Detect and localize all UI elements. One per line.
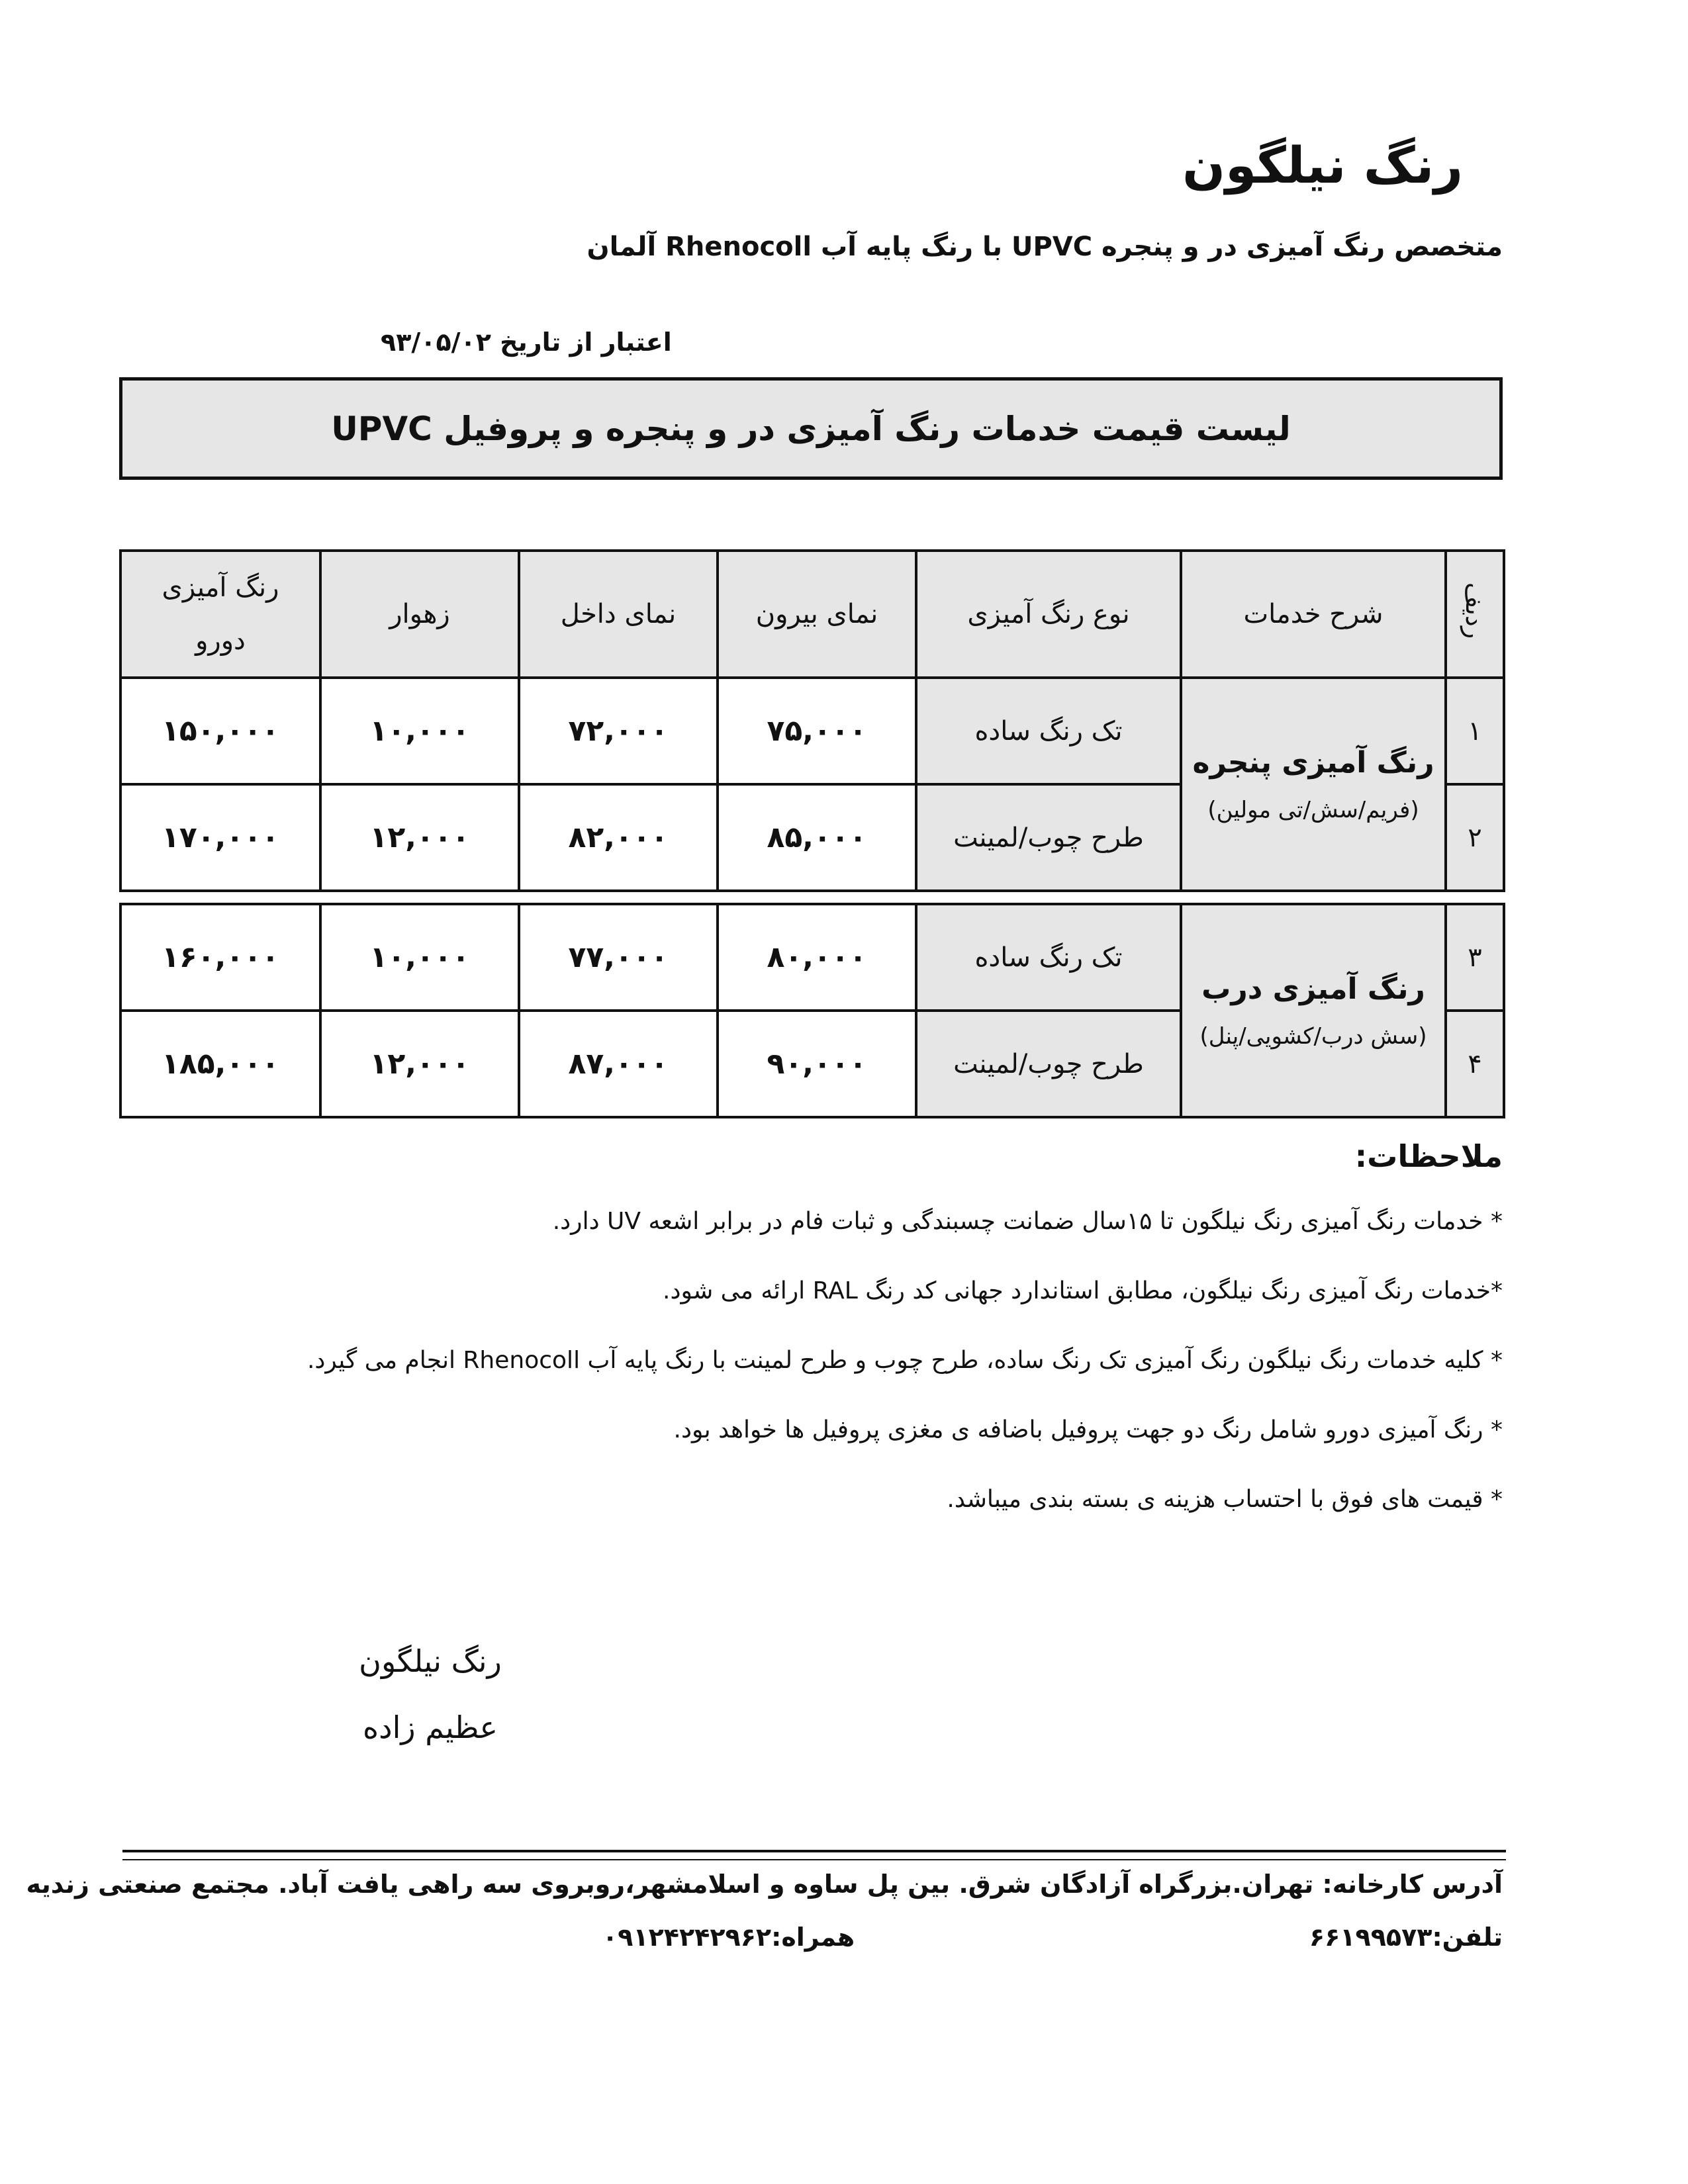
price-table	[119, 549, 1505, 1118]
mobile-number: همراه:۰۹۱۲۴۲۴۲۹۶۲	[602, 1923, 855, 1952]
footer-divider	[122, 1850, 1506, 1852]
price-exterior: ۸۵,۰۰۰	[718, 784, 916, 891]
signature-name: عظیم زاده	[363, 1709, 498, 1745]
price-exterior: ۸۰,۰۰۰	[718, 904, 916, 1011]
price-list-heading-box	[119, 377, 1503, 480]
header-trim: زهوار	[320, 551, 519, 678]
price-list-title: لیست قیمت خدمات رنگ آمیزی در و پنجره و پروفیل UPVC	[331, 409, 1291, 448]
signature-company: رنگ نیلگون	[359, 1643, 502, 1679]
price-double-sided: ۱۸۵,۰۰۰	[120, 1011, 320, 1117]
price-interior: ۸۲,۰۰۰	[519, 784, 718, 891]
price-double-sided: ۱۵۰,۰۰۰	[120, 678, 320, 784]
row-number: ۱	[1446, 678, 1504, 784]
header-paint-type: نوع رنگ آمیزی	[916, 551, 1181, 678]
price-double-sided: ۱۷۰,۰۰۰	[120, 784, 320, 891]
price-exterior: ۷۵,۰۰۰	[718, 678, 916, 784]
phone-number: تلفن:۶۶۱۹۹۵۷۳	[1309, 1923, 1503, 1952]
note-item: * کلیه خدمات رنگ نیلگون رنگ آمیزی تک رنگ ساده، طرح چوب و طرح لمینت با رنگ پایه آب Rhenocoll انجام می گیرد.	[306, 1347, 1503, 1374]
note-item: * قیمت های فوق با احتساب هزینه ی بسته بندی میباشد.	[947, 1486, 1503, 1513]
notes-heading: ملاحظات:	[1354, 1138, 1503, 1174]
note-item: *خدمات رنگ آمیزی رنگ نیلگون، مطابق استاندارد جهانی کد رنگ RAL ارائه می شود.	[663, 1277, 1503, 1304]
note-item: * رنگ آمیزی دورو شامل رنگ دو جهت پروفیل باضافه ی مغزی پروفیل ها خواهد بود.	[673, 1416, 1503, 1443]
row-number: ۴	[1446, 1011, 1504, 1117]
paint-type: طرح چوب/لمینت	[916, 1011, 1181, 1117]
price-double-sided: ۱۶۰,۰۰۰	[120, 904, 320, 1011]
note-item: * خدمات رنگ آمیزی رنگ نیلگون تا ۱۵سال ضمانت چسبندگی و ثبات فام در برابر اشعه UV دارد.	[552, 1208, 1503, 1235]
table-group-gap	[120, 891, 1504, 904]
notes-list	[179, 1208, 1503, 1555]
price-trim: ۱۲,۰۰۰	[320, 784, 519, 891]
price-trim: ۱۰,۰۰۰	[320, 678, 519, 784]
header-service: شرح خدمات	[1181, 551, 1446, 678]
price-trim: ۱۲,۰۰۰	[320, 1011, 519, 1117]
signature-block	[291, 1628, 569, 1760]
table-row	[120, 904, 1504, 1011]
table-header-row	[120, 551, 1504, 678]
price-interior: ۸۷,۰۰۰	[519, 1011, 718, 1117]
paint-type: طرح چوب/لمینت	[916, 784, 1181, 891]
factory-address: آدرس کارخانه: تهران.بزرگراه آزادگان شرق. بین پل ساوه و اسلامشهر،روبروی سه راهی یافت آباد. مجتمع صنعتی زندیه	[26, 1870, 1503, 1899]
row-number: ۲	[1446, 784, 1504, 891]
service-group-window: رنگ آمیزی پنجره (فریم/سش/تی مولین)	[1181, 678, 1446, 891]
price-interior: ۷۷,۰۰۰	[519, 904, 718, 1011]
price-exterior: ۹۰,۰۰۰	[718, 1011, 916, 1117]
row-number: ۳	[1446, 904, 1504, 1011]
header-interior: نمای داخل	[519, 551, 718, 678]
header-double-sided: رنگ آمیزی دورو	[120, 551, 320, 678]
footer-divider-thin	[122, 1859, 1506, 1860]
table-row	[120, 678, 1504, 784]
validity-date: اعتبار از تاریخ ۹۳/۰۵/۰۲	[381, 328, 672, 357]
subtitle: متخصص رنگ آمیزی در و پنجره UPVC با رنگ پایه آب Rhenocoll آلمان	[586, 232, 1503, 262]
service-group-door: رنگ آمیزی درب (سش درب/کشویی/پنل)	[1181, 904, 1446, 1117]
header-row-number: ردیف	[1446, 551, 1504, 678]
company-title: رنگ نیلگون	[1182, 136, 1463, 195]
price-trim: ۱۰,۰۰۰	[320, 904, 519, 1011]
paint-type: تک رنگ ساده	[916, 904, 1181, 1011]
price-interior: ۷۲,۰۰۰	[519, 678, 718, 784]
paint-type: تک رنگ ساده	[916, 678, 1181, 784]
header-exterior: نمای بیرون	[718, 551, 916, 678]
